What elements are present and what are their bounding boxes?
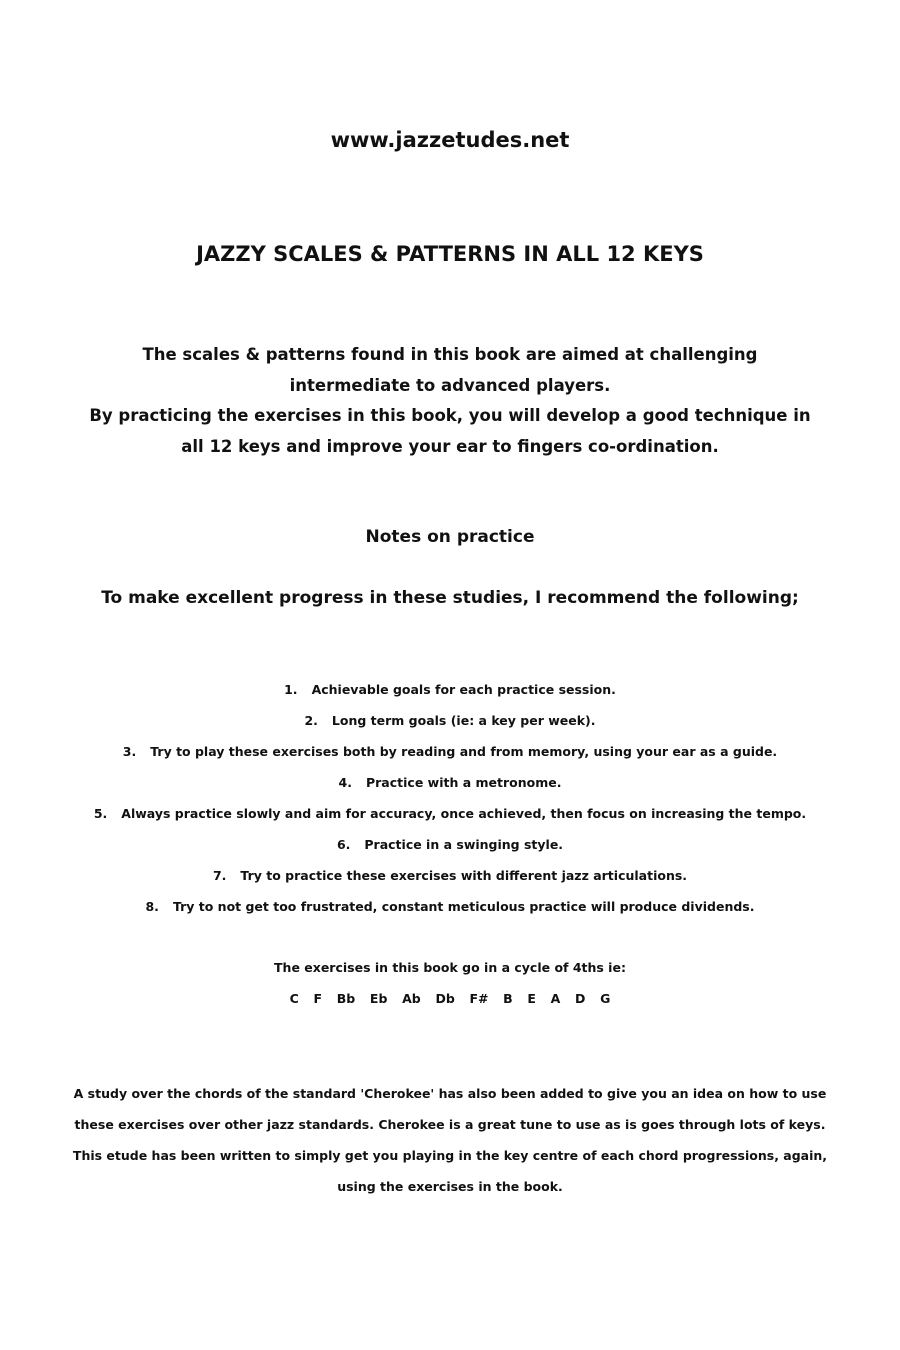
intro-line-2: By practicing the exercises in this book, you will develop a good technique in all 12 keys and improve your ear to fingers co-ordination. [89, 406, 811, 456]
list-item-number: 1. [284, 682, 298, 697]
study-text: A study over the chords of the standard 'Cherokee' has also been added to give you an idea on how to use these exercises over other jazz standards. Cherokee is a great tune to use as is goes through lots of keys. This etude has been written to simply get you playing in the key centre of each chord progressions, again, using the exercises in the book. [72, 1086, 828, 1194]
cycle-keys: C F Bb Eb Ab Db F# B E A D G [289, 991, 611, 1006]
list-item-text: Try to not get too frustrated, constant meticulous practice will produce dividends. [172, 899, 755, 914]
list-item-text: Long term goals (ie: a key per week). [331, 713, 596, 728]
list-item [0, 742, 900, 773]
list-item-text: Practice in a swinging style. [364, 837, 564, 852]
notes-heading: Notes on practice [365, 527, 535, 547]
page-title: JAZZY SCALES & PATTERNS IN ALL 12 KEYS [196, 242, 704, 266]
list-item [0, 711, 900, 742]
list-item-text: Try to play these exercises both by reading and from memory, using your ear as a guide. [150, 744, 778, 759]
list-item-text: Always practice slowly and aim for accuracy, once achieved, then focus on increasing the tempo. [121, 806, 807, 821]
list-item-number: 5. [93, 806, 108, 821]
list-item-text: Achievable goals for each practice session. [311, 682, 616, 697]
list-item [0, 804, 900, 835]
list-item [0, 773, 900, 804]
list-item-number: 4. [338, 775, 352, 790]
recommend-text: To make excellent progress in these studies, I recommend the following; [101, 588, 799, 608]
intro-line-1: The scales & patterns found in this book are aimed at challenging intermediate to advanced players. [142, 345, 758, 395]
list-item-text: Try to practice these exercises with different jazz articulations. [240, 868, 688, 883]
list-item [0, 866, 900, 897]
list-item-text: Practice with a metronome. [365, 775, 562, 790]
study-paragraph [60, 1078, 840, 1202]
list-item-number: 6. [336, 837, 351, 852]
list-item [0, 835, 900, 866]
cycle-intro: The exercises in this book go in a cycle of 4ths ie: [274, 960, 626, 975]
list-item-number: 7. [212, 868, 227, 883]
list-item-number: 8. [145, 899, 159, 914]
list-item [0, 680, 900, 711]
practice-list [0, 680, 900, 928]
list-item-number: 3. [122, 744, 137, 759]
website-url: www.jazzetudes.net [330, 128, 570, 152]
list-item-number: 2. [304, 713, 318, 728]
intro-paragraph [80, 340, 820, 462]
list-item [0, 897, 900, 928]
